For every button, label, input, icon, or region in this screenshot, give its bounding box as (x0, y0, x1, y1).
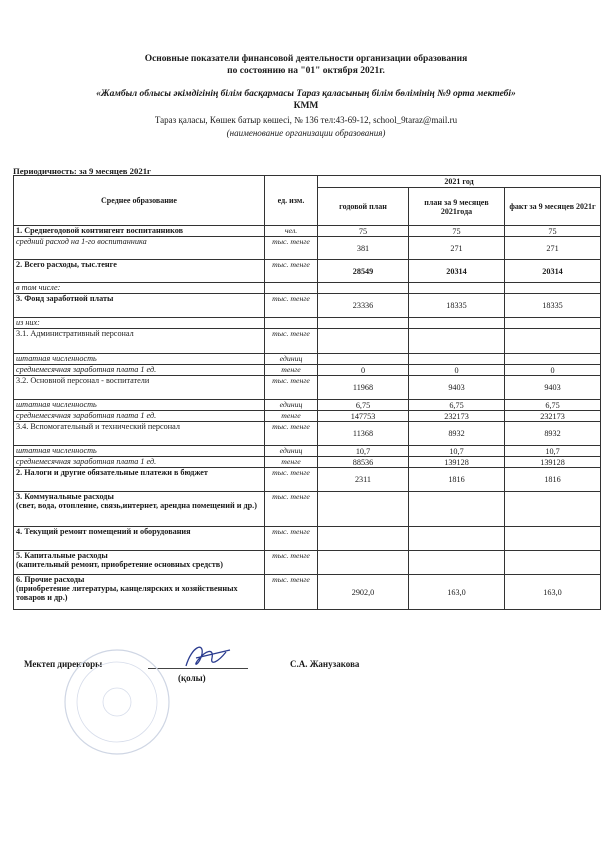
row-label-cell (14, 411, 265, 422)
row-unit: единиц (265, 400, 318, 411)
row-label: 3. Фонд заработной платы (16, 294, 114, 303)
signature-caption: (қолы) (178, 673, 206, 683)
row-unit: тыс. тенге (265, 376, 318, 400)
table-row (14, 411, 601, 422)
value-fact: 20314 (505, 260, 601, 283)
row-unit (265, 318, 318, 329)
value-plan: 1816 (409, 468, 505, 492)
row-unit: тенге (265, 457, 318, 468)
table-row (14, 365, 601, 376)
value-plan: 8932 (409, 422, 505, 446)
table-row (14, 468, 601, 492)
value-fact: 163,0 (505, 575, 601, 610)
row-label-cell (14, 237, 265, 260)
row-label-cell (14, 492, 265, 527)
row-label-cell (14, 365, 265, 376)
row-sublabel: (приобретение литературы, канцелярских и хозяйственных товаров и др.) (16, 584, 238, 602)
value-fact: 18335 (505, 294, 601, 318)
row-label: 3.4. Вспомогательный и технический персонал (16, 422, 180, 431)
value-annual: 2311 (318, 468, 409, 492)
col-header-unit: ед. изм. (265, 176, 318, 226)
row-label-cell (14, 446, 265, 457)
director-label: Мектеп директоры (24, 659, 103, 669)
row-label: среднемесячная заработная плата 1 ед. (16, 411, 157, 420)
table-row (14, 422, 601, 446)
value-annual (318, 492, 409, 527)
row-unit: тыс. тенге (265, 575, 318, 610)
row-unit: тыс. тенге (265, 527, 318, 551)
row-unit: тыс. тенге (265, 422, 318, 446)
row-label: из них: (16, 318, 40, 327)
table-row (14, 318, 601, 329)
col-header-year: 2021 год (318, 176, 601, 188)
value-plan: 10,7 (409, 446, 505, 457)
row-label: среднемесячная заработная плата 1 ед. (16, 457, 157, 466)
title-line-1: Основные показатели финансовой деятельности организации образования (144, 54, 468, 64)
row-label: 6. Прочие расходы (16, 575, 85, 584)
value-fact: 75 (505, 226, 601, 237)
value-fact (505, 283, 601, 294)
value-fact: 0 (505, 365, 601, 376)
row-label: 2. Всего расходы, тыс.тенге (16, 260, 117, 269)
value-annual: 11368 (318, 422, 409, 446)
value-annual: 10,7 (318, 446, 409, 457)
value-fact: 8932 (505, 422, 601, 446)
col-header-name: Среднее образование (14, 176, 265, 226)
row-label-cell (14, 551, 265, 575)
value-plan: 232173 (409, 411, 505, 422)
value-plan (409, 551, 505, 575)
value-fact: 10,7 (505, 446, 601, 457)
row-label: 4. Текущий ремонт помещений и оборудования (16, 527, 191, 536)
row-label: средний расход на 1-го воспитанника (16, 237, 147, 246)
col-header-plan: план за 9 месяцев 2021года (409, 188, 505, 226)
row-label-cell (14, 283, 265, 294)
value-plan (409, 283, 505, 294)
row-label: в том числе: (16, 283, 61, 292)
official-stamp (42, 640, 192, 760)
value-plan (409, 318, 505, 329)
table-row (14, 527, 601, 551)
value-annual: 23336 (318, 294, 409, 318)
value-plan (409, 329, 505, 354)
row-label-cell (14, 575, 265, 610)
value-plan: 271 (409, 237, 505, 260)
table-row (14, 260, 601, 283)
org-name-line-1: «Жамбыл облысы әкімдігінің білім басқармасы Тараз қаласының білім бөлімінің №9 орта мектебі» (96, 89, 516, 99)
row-label-cell (14, 354, 265, 365)
table-row (14, 446, 601, 457)
row-label: штатная численность (16, 354, 97, 363)
row-label: штатная численность (16, 446, 97, 455)
value-fact (505, 551, 601, 575)
value-fact: 1816 (505, 468, 601, 492)
col-header-annual: годовой план (318, 188, 409, 226)
org-address: Тараз қаласы, Көшек батыр көшесі, № 136 тел:43-69-12, school_9taraz@mail.ru (154, 115, 458, 125)
row-label-cell (14, 318, 265, 329)
value-annual (318, 318, 409, 329)
value-plan (409, 354, 505, 365)
value-annual: 381 (318, 237, 409, 260)
value-annual: 11968 (318, 376, 409, 400)
row-label-cell (14, 468, 265, 492)
value-fact (505, 492, 601, 527)
row-unit: тыс. тенге (265, 492, 318, 527)
row-unit: чел. (265, 226, 318, 237)
row-unit: тыс. тенге (265, 237, 318, 260)
value-plan: 139128 (409, 457, 505, 468)
value-fact: 271 (505, 237, 601, 260)
value-annual: 75 (318, 226, 409, 237)
row-sublabel: (капительный ремонт, приобретение основных средств) (16, 560, 223, 569)
row-label: 3.2. Основной персонал - воспитатели (16, 376, 150, 385)
row-label: штатная численность (16, 400, 97, 409)
row-unit: тыс. тенге (265, 260, 318, 283)
row-label: 2. Налоги и другие обязательные платежи в бюджет (16, 468, 208, 477)
row-label: 1. Среднегодовой контингент воспитанников (16, 226, 184, 235)
table-row (14, 492, 601, 527)
value-fact (505, 527, 601, 551)
row-label-cell (14, 226, 265, 237)
row-label-cell (14, 400, 265, 411)
financial-table (13, 175, 600, 610)
row-label: среднемесячная заработная плата 1 ед. (16, 365, 157, 374)
value-annual (318, 283, 409, 294)
org-caption: (наименование организации образования) (226, 128, 386, 138)
value-annual: 0 (318, 365, 409, 376)
value-annual (318, 551, 409, 575)
value-plan: 75 (409, 226, 505, 237)
table-row (14, 237, 601, 260)
row-unit: тенге (265, 411, 318, 422)
row-label-cell (14, 527, 265, 551)
row-label-cell (14, 329, 265, 354)
table-row (14, 376, 601, 400)
value-plan: 9403 (409, 376, 505, 400)
director-signature (178, 640, 248, 674)
row-label-cell (14, 294, 265, 318)
periodicity: Периодичность: за 9 месяцев 2021г (13, 166, 151, 176)
row-label-cell (14, 376, 265, 400)
value-annual: 28549 (318, 260, 409, 283)
value-fact (505, 318, 601, 329)
table-row (14, 329, 601, 354)
table-row (14, 226, 601, 237)
table-row (14, 400, 601, 411)
value-annual: 2902,0 (318, 575, 409, 610)
value-annual (318, 329, 409, 354)
value-fact: 6,75 (505, 400, 601, 411)
director-name: С.А. Жанузакова (290, 659, 360, 669)
table-row (14, 551, 601, 575)
value-plan: 20314 (409, 260, 505, 283)
row-unit: тыс. тенге (265, 468, 318, 492)
table-row (14, 575, 601, 610)
value-fact: 139128 (505, 457, 601, 468)
org-name-line-2: КММ (293, 101, 319, 111)
value-annual: 147753 (318, 411, 409, 422)
value-annual: 6,75 (318, 400, 409, 411)
value-fact (505, 354, 601, 365)
row-label-cell (14, 457, 265, 468)
title-line-2: по состоянию на "01" октября 2021г. (227, 66, 385, 76)
row-unit: тенге (265, 365, 318, 376)
value-annual (318, 354, 409, 365)
row-sublabel: (свет, вода, отопление, связь,интернет, арендна помещений и др.) (16, 501, 257, 510)
value-annual (318, 527, 409, 551)
table-row (14, 294, 601, 318)
value-plan (409, 527, 505, 551)
row-label: 3.1. Административный персонал (16, 329, 134, 338)
table-row (14, 457, 601, 468)
value-fact: 9403 (505, 376, 601, 400)
value-plan (409, 492, 505, 527)
col-header-fact: факт за 9 месяцев 2021г (505, 188, 601, 226)
table-row (14, 283, 601, 294)
row-label-cell (14, 260, 265, 283)
value-fact: 232173 (505, 411, 601, 422)
row-unit: тыс. тенге (265, 551, 318, 575)
row-label: 5. Капитальные расходы (16, 551, 108, 560)
row-label: 3. Коммунальные расходы (16, 492, 114, 501)
table-row (14, 354, 601, 365)
value-annual: 88536 (318, 457, 409, 468)
row-unit (265, 283, 318, 294)
value-fact (505, 329, 601, 354)
row-unit: единиц (265, 446, 318, 457)
value-plan: 6,75 (409, 400, 505, 411)
row-unit: единиц (265, 354, 318, 365)
row-unit: тыс. тенге (265, 329, 318, 354)
value-plan: 0 (409, 365, 505, 376)
value-plan: 18335 (409, 294, 505, 318)
row-unit: тыс. тенге (265, 294, 318, 318)
row-label-cell (14, 422, 265, 446)
value-plan: 163,0 (409, 575, 505, 610)
